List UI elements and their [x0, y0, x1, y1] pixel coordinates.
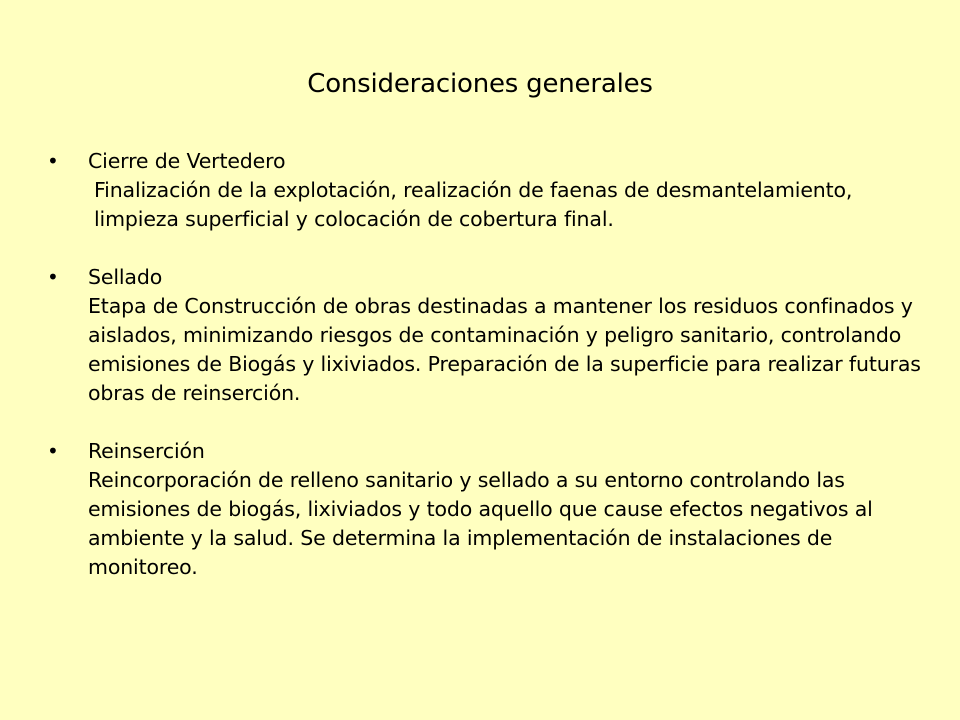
bullet-body: Finalización de la explotación, realización de faenas de desmantelamiento, limpieza superficial y colocación de cobertura final.	[94, 178, 853, 231]
bullet-item-sellado	[46, 263, 926, 408]
bullet-icon: •	[47, 149, 59, 173]
bullet-heading: Sellado	[88, 265, 163, 289]
bullet-body: Etapa de Construcción de obras destinadas a mantener los residuos confinados y aislados, minimizando riesgos de contaminación y peligro sanitario, controlando emisiones de Biogás y lixiviados. Preparación de la superficie para realizar futuras obras de reinserción.	[88, 294, 921, 405]
bullet-icon: •	[47, 265, 59, 289]
bullet-body: Reincorporación de relleno sanitario y sellado a su entorno controlando las emisiones de biogás, lixiviados y todo aquello que cause efectos negativos al ambiente y la salud. Se determina la implementación de instalaciones de monitoreo.	[88, 468, 873, 579]
bullet-heading: Cierre de Vertedero	[88, 149, 286, 173]
bullet-item-cierre	[46, 147, 926, 234]
bullet-item-reinsercion	[46, 437, 926, 582]
bullet-list	[46, 147, 926, 611]
bullet-heading: Reinserción	[88, 439, 205, 463]
slide-title: Consideraciones generales	[307, 69, 653, 99]
bullet-icon: •	[47, 439, 59, 463]
